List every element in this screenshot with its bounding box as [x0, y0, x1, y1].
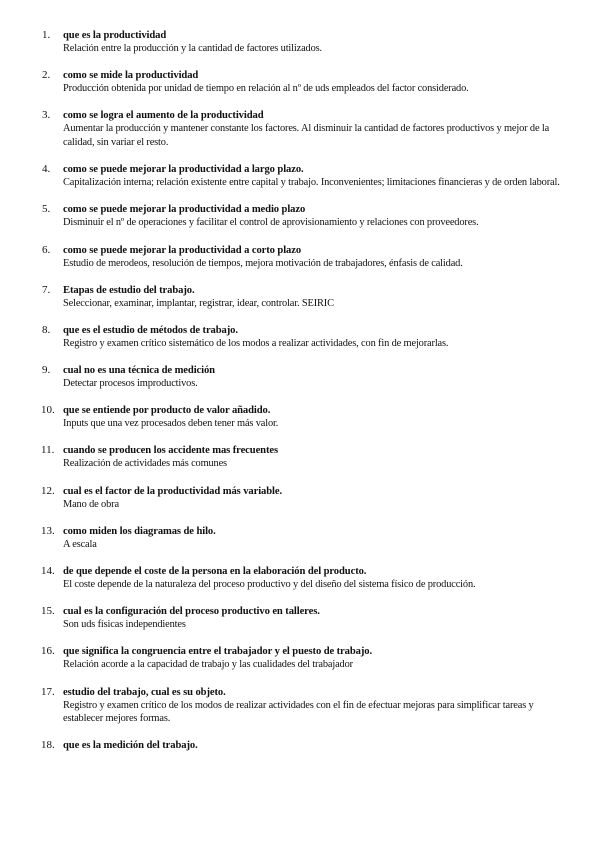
list-item [41, 685, 570, 726]
list-item [42, 203, 570, 230]
answer-text: Disminuir el nº de operaciones y facilitar el control de aprovisionamiento y relaciones con proveedores. [63, 217, 479, 229]
list-item [41, 645, 570, 672]
question-text: cuando se producen los accidente mas frecuentes [63, 445, 279, 457]
item-number: 14. [41, 565, 55, 578]
answer-text: Son uds físicas independientes [63, 619, 186, 631]
answer-text: Relación entre la producción y la cantidad de factores utilizados. [63, 43, 322, 54]
question-text: que es el estudio de métodos de trabajo. [63, 324, 238, 336]
item-number: 13. [41, 524, 55, 537]
item-number: 16. [41, 645, 55, 658]
list-item [41, 484, 570, 512]
list-item [42, 109, 570, 149]
answer-text: Detectar procesos improductivos. [63, 378, 198, 390]
item-number: 8. [42, 323, 51, 336]
question-text: que significa la congruencia entre el trabajador y el puesto de trabajo. [63, 646, 373, 658]
answer-text: Estudio de merodeos, resolución de tiempos, mejora motivación de trabajadores, énfasis de calidad. [63, 257, 463, 269]
item-number: 11. [41, 444, 55, 457]
item-number: 15. [41, 605, 55, 618]
answer-text: Mano de obra [63, 498, 119, 510]
question-text: que se entiende por producto de valor añadido. [63, 405, 271, 417]
answer-text: Realización de actividades más comunes [63, 458, 227, 470]
list-item [41, 565, 570, 592]
answer-text: El coste depende de la naturaleza del proceso productivo y del diseño del sistema físico de producción. [63, 579, 476, 591]
answer-text: A escala [63, 538, 97, 550]
question-text: que es la productividad [63, 30, 167, 41]
item-number: 4. [42, 163, 51, 176]
question-text: que es la medición del trabajo. [63, 740, 198, 752]
list-item [41, 524, 570, 552]
list-item [42, 283, 570, 311]
list-item [41, 739, 570, 752]
item-number: 1. [42, 29, 51, 41]
question-text: como miden los diagramas de hilo. [63, 525, 216, 537]
list-item [41, 404, 570, 431]
answer-text: Producción obtenida por unidad de tiempo en relación al nº de uds empleados del factor considerado. [63, 83, 469, 95]
item-number: 12. [41, 484, 55, 497]
question-text: como se puede mejorar la productividad a largo plazo. [63, 164, 304, 176]
question-text: como se puede mejorar la productividad a corto plazo [63, 244, 302, 256]
item-number: 2. [42, 69, 51, 82]
item-number: 17. [41, 685, 55, 698]
item-number: 18. [41, 739, 55, 752]
question-text: como se mide la productividad [63, 70, 199, 82]
question-text: como se puede mejorar la productividad a medio plazo [63, 204, 306, 216]
item-number: 5. [42, 203, 51, 216]
list-item [42, 323, 570, 351]
answer-text: Inputs que una vez procesados deben tener más valor. [63, 418, 279, 430]
list-item [42, 364, 570, 391]
answer-text: Registro y examen crítico sistemático de los modos a realizar actividades, con fin de mejorarlas. [63, 337, 449, 349]
list-item [41, 444, 570, 471]
answer-text: Relación acorde a la capacidad de trabajo y las cualidades del trabajador [63, 659, 353, 671]
item-number: 6. [42, 243, 51, 256]
question-text: Etapas de estudio del trabajo. [63, 284, 195, 296]
question-text: cual es la configuración del proceso productivo en talleres. [63, 606, 320, 618]
answer-text: Aumentar la producción y mantener constante los factores. Al disminuir la cantidad de factores productivos y mejor de la calidad, sin variar el resto. [63, 123, 550, 148]
item-number: 7. [42, 283, 51, 296]
answer-text: Capitalización interna; relación existente entre capital y trabajo. Inconvenientes; limitaciones financieras y de orden laboral. [63, 177, 560, 189]
list-item [42, 69, 570, 96]
item-number: 10. [41, 404, 55, 417]
question-list [41, 29, 570, 752]
item-number: 9. [42, 364, 51, 377]
question-text: estudio del trabajo, cual es su objeto. [63, 686, 226, 698]
list-item [41, 605, 570, 632]
question-text: cual es el factor de la productividad más variable. [63, 485, 283, 497]
answer-text: Registro y examen crítico de los modos de realizar actividades con el fin de efectuar mejoras para simplificar tareas y establecer mejores formas. [63, 699, 534, 725]
question-text: como se logra el aumento de la productividad [63, 110, 264, 122]
list-item [42, 163, 570, 190]
question-text: cual no es una técnica de medición [63, 365, 215, 377]
item-number: 3. [42, 109, 51, 122]
answer-text: Seleccionar, examinar, implantar, registrar, idear, controlar. SEIRIC [63, 297, 334, 309]
list-item [42, 243, 570, 271]
list-item [42, 29, 570, 56]
question-text: de que depende el coste de la persona en la elaboración del producto. [63, 566, 367, 578]
